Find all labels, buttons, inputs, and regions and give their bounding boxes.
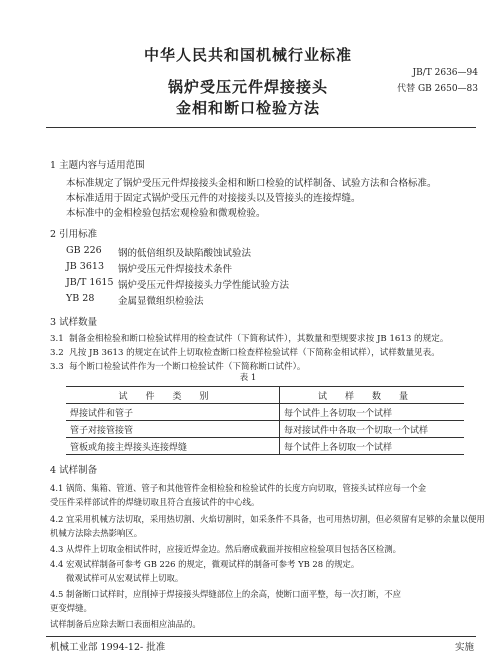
para-4-1-line: 受压件采样部试件的焊缝切取且符合直接试件的中心线。 bbox=[50, 497, 260, 507]
title-divider bbox=[46, 127, 476, 128]
clause-text: 凡按 JB 3613 的规定在试件上切取检查断口检查样检验试样（下简称金相试样），试样数量见表。 bbox=[69, 348, 440, 358]
section-1-line: 本标准适用于固定式锅炉受压元件的对接接头以及管接头的连接焊缝。 bbox=[66, 193, 361, 204]
para-4-4-line: 4.4 宏观试样制备可参考 GB 226 的规定，微观试样的制备可参考 YB 28 的规定。 bbox=[50, 559, 360, 569]
section-1-line: 本标准规定了锅炉受压元件焊接接头金相和断口检验的试样制备、试验方法和合格标准。 bbox=[66, 178, 437, 189]
section-4-heading: 4 试样制备 bbox=[50, 465, 98, 476]
ref-name: 锅炉受压元件焊接接头力学性能试验方法 bbox=[118, 280, 290, 291]
ref-code: GB 226 bbox=[66, 245, 102, 256]
ref-code: JB/T 1615 bbox=[66, 277, 114, 288]
clause-number: 3.1 bbox=[50, 334, 64, 344]
clause-text: 制备金相检验和断口检验试样用的检查试件（下简称试件），其数量和型规要求按 JB 1613 的规定。 bbox=[69, 334, 449, 344]
para-4-5-line: 4.5 制备断口试样时，应削掉于焊接接头焊缝部位上的余高，使断口面平整，每一次打断，不应 bbox=[50, 589, 401, 599]
ref-name: 金属显微组织检验法 bbox=[118, 296, 204, 307]
table-cell: 每对接试件中各取一个切取一个试样 bbox=[280, 421, 465, 438]
clause-text: 每个断口检验试件作为一个断口检验试件（下简称断口试件）。 bbox=[69, 362, 306, 372]
ref-name: 钢的低倍组织及缺陷酸蚀试验法 bbox=[118, 248, 252, 259]
replaces-note: 代替 GB 2650—83 bbox=[397, 84, 478, 94]
para-4-4-line: 微观试样可从宏观试样上切取。 bbox=[66, 573, 184, 583]
section-1-heading: 1 主题内容与适用范围 bbox=[50, 160, 145, 171]
document-title-line2: 金相和断口检验方法 bbox=[175, 99, 320, 117]
approval-note: 机械工业部 1994-12- 批准 bbox=[50, 642, 166, 653]
table-cell: 管板或角接主焊接头连接焊缝 bbox=[66, 438, 280, 455]
implementation-note: 实施 bbox=[454, 642, 474, 653]
para-4-2-line: 4.2 宜采用机械方法切取，采用热切割、火焰切割时，如采条件不具备，也可用热切割，但必须留有足够的余量以便用 bbox=[50, 514, 485, 524]
table-row bbox=[66, 421, 464, 438]
ref-name: 锅炉受压元件焊接技术条件 bbox=[118, 264, 233, 275]
para-4-3-line: 4.3 从焊件上切取金相试件时，应接近焊金边。然后磨成截面并按相应检验项目包括各区检测。 bbox=[50, 544, 401, 554]
table-header-cell: 试样数量 bbox=[280, 387, 465, 404]
standard-org-title: 中华人民共和国机械行业标准 bbox=[143, 46, 352, 64]
para-4-2-line: 机械方法除去热影响区。 bbox=[50, 528, 143, 538]
standard-number: JB/T 2636—94 bbox=[412, 68, 478, 78]
table-cell: 焊接试件和管子 bbox=[66, 404, 280, 421]
footer-divider bbox=[46, 636, 476, 637]
table-header-cell: 试件类别 bbox=[66, 387, 280, 404]
para-4-1-line: 4.1 锅筒、集箱、管道、管子和其他管件金相检验和检验试件的长度方向切取，管接头试样应每一个金 bbox=[50, 483, 427, 493]
para-4-5-line: 更变焊缝。 bbox=[50, 603, 92, 613]
sample-count-table bbox=[66, 386, 464, 455]
section-1-line: 本标准中的金相检验包括宏观检验和微观检验。 bbox=[66, 208, 266, 219]
table-cell: 管子对接管接管 bbox=[66, 421, 280, 438]
clause-number: 3.2 bbox=[50, 348, 64, 358]
ref-code: JB 3613 bbox=[66, 261, 104, 272]
section-3-heading: 3 试样数量 bbox=[50, 317, 98, 328]
clause-number: 3.3 bbox=[50, 362, 64, 372]
document-title-line1: 锅炉受压元件焊接接头 bbox=[167, 78, 328, 96]
section-2-heading: 2 引用标准 bbox=[50, 229, 98, 240]
ref-code: YB 28 bbox=[66, 293, 95, 304]
table-cell: 每个试件上各切取一个试样 bbox=[280, 404, 465, 421]
clause-3-1 bbox=[50, 332, 448, 344]
clause-3-2 bbox=[50, 346, 440, 358]
table-cell: 每个试件上各切取一个试样 bbox=[280, 438, 465, 455]
table-caption: 表 1 bbox=[239, 373, 257, 383]
table-row bbox=[66, 438, 464, 455]
para-4-6-line: 试样制备后应除去断口表面相应油品的。 bbox=[50, 619, 201, 629]
table-header-row bbox=[66, 387, 464, 404]
table-row bbox=[66, 404, 464, 421]
